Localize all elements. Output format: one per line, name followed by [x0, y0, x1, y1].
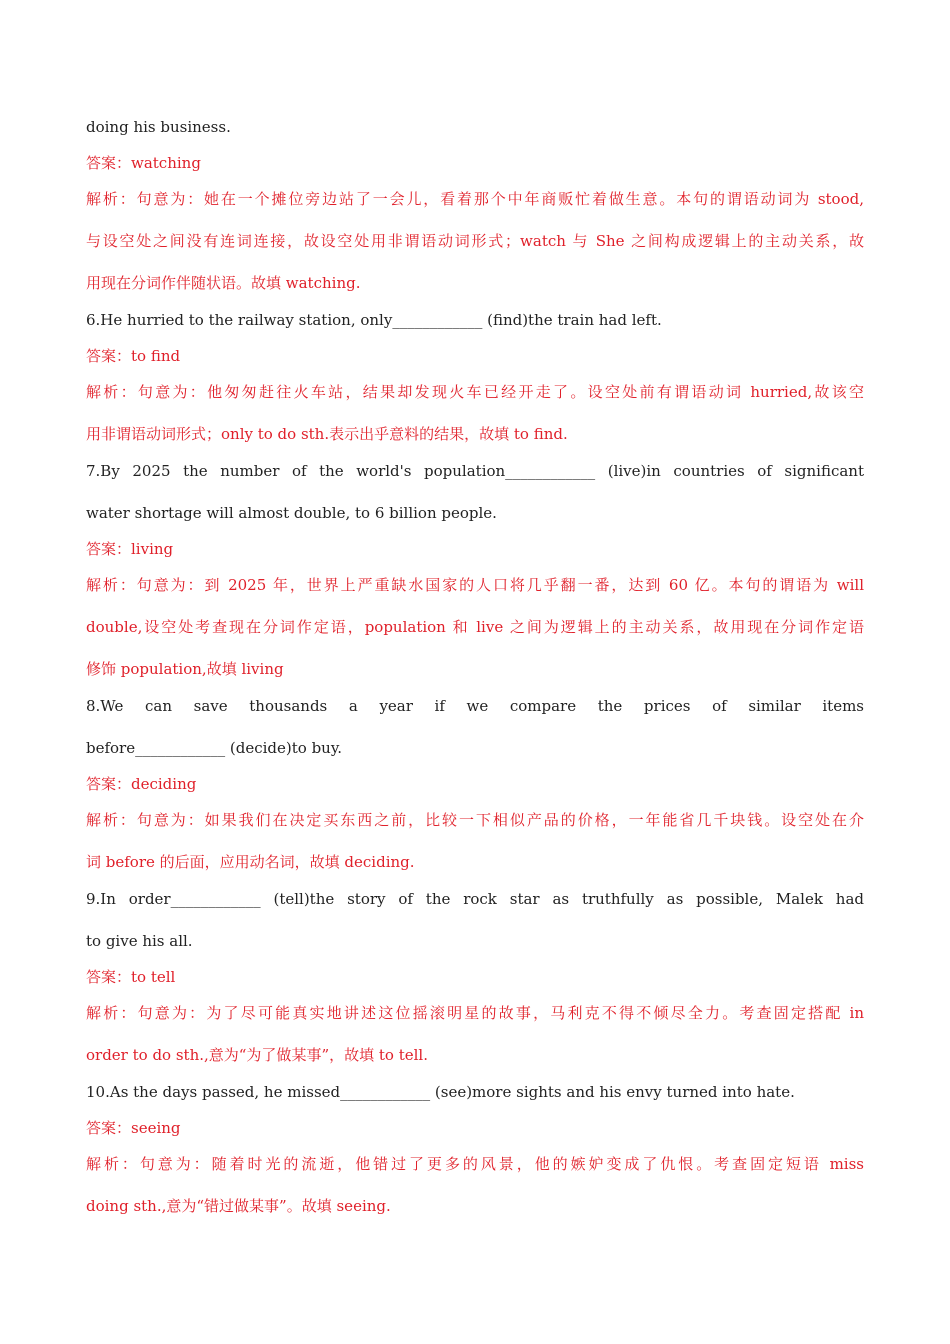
explanation-8-line-2: 词 before 的后面，应用动名词，故填 deciding.: [86, 853, 415, 871]
answer-7: 答案：living: [86, 540, 174, 558]
question-7-line-2: water shortage will almost double, to 6 billion people.: [86, 504, 497, 522]
answer-8: 答案：deciding: [86, 775, 197, 793]
explanation-7-line-1: 解析：句意为：到 2025 年，世界上严重缺水国家的人口将几乎翻一番，达到 60 亿。本句的谓语为 will: [86, 576, 864, 594]
explanation-8-line-1: 解析：句意为：如果我们在决定买东西之前，比较一下相似产品的价格，一年能省几千块钱。设空处在介: [86, 811, 864, 829]
question-8-line-2: before____________ (decide)to buy.: [86, 739, 343, 757]
explanation-10-line-2: doing sth.,意为“错过做某事”。故填 seeing.: [86, 1197, 391, 1215]
question-8-line-1: 8.We can save thousands a year if we compare the prices of similar items: [86, 697, 864, 715]
question-10: 10.As the days passed, he missed____________ (see)more sights and his envy turned into hate.: [86, 1083, 795, 1101]
explanation-6-line-1: 解析：句意为：他匆匆赶往火车站，结果却发现火车已经开走了。设空处前有谓语动词 hurried,故该空: [86, 383, 864, 401]
answer-6: 答案：to find: [86, 347, 181, 365]
answer-5: 答案：watching: [86, 154, 201, 172]
question-9-line-1: 9.In order____________ (tell)the story of the rock star as truthfully as possible, Malek had: [86, 890, 864, 908]
question-7-line-1: 7.By 2025 the number of the world's population____________ (live)in countries of significant: [86, 462, 864, 480]
answer-10: 答案：seeing: [86, 1119, 181, 1137]
explanation-5-line-1: 解析：句意为：她在一个摊位旁边站了一会儿，看着那个中年商贩忙着做生意。本句的谓语动词为 stood,: [86, 190, 864, 208]
explanation-9-line-1: 解析：句意为：为了尽可能真实地讲述这位摇滚明星的故事，马利克不得不倾尽全力。考查固定搭配 in: [86, 1004, 864, 1022]
explanation-5-line-3: 用现在分词作伴随状语。故填 watching.: [86, 274, 361, 292]
answer-9: 答案：to tell: [86, 968, 176, 986]
explanation-7-line-2: double,设空处考查现在分词作定语，population 和 live 之间为逻辑上的主动关系，故用现在分词作定语: [86, 618, 864, 636]
explanation-9-line-2: order to do sth.,意为“为了做某事”，故填 to tell.: [86, 1046, 428, 1064]
question-9-line-2: to give his all.: [86, 932, 193, 950]
question-5-continuation: doing his business.: [86, 118, 231, 136]
explanation-10-line-1: 解析：句意为：随着时光的流逝，他错过了更多的风景，他的嫉妒变成了仇恨。考查固定短语 miss: [86, 1155, 864, 1173]
explanation-7-line-3: 修饰 population,故填 living: [86, 660, 284, 678]
explanation-6-line-2: 用非谓语动词形式；only to do sth.表示出乎意料的结果，故填 to find.: [86, 425, 568, 443]
question-6: 6.He hurried to the railway station, only____________ (find)the train had left.: [86, 311, 662, 329]
explanation-5-line-2: 与设空处之间没有连词连接，故设空处用非谓语动词形式；watch 与 She 之间构成逻辑上的主动关系，故: [86, 232, 864, 250]
